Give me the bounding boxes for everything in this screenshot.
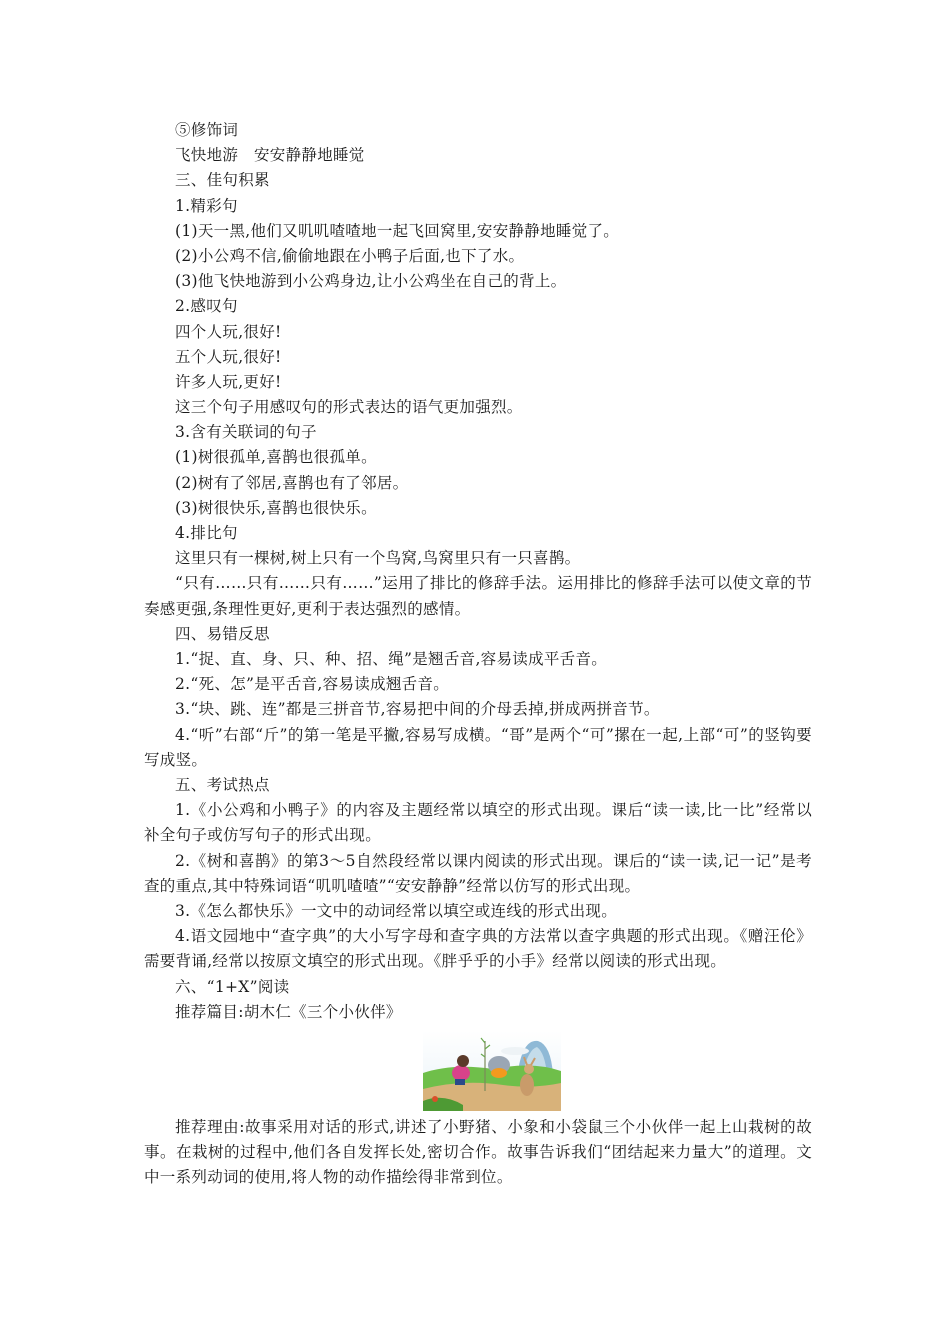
recommended-title: 推荐篇目:胡木仁《三个小伙伴》: [175, 1002, 402, 1021]
sub3-item: (1)树很孤单,喜鹊也很孤单。: [175, 448, 377, 467]
sub1-item: (3)他飞快地游到小公鸡身边,让小公鸡坐在自己的背上。: [175, 272, 567, 291]
section5-title: 五、考试热点: [175, 775, 270, 794]
section4-item: 3.“块、跳、连”都是三拼音节,容易把中间的介母丢掉,拼成两拼音节。: [175, 700, 660, 719]
illustration-container: [144, 1025, 812, 1115]
section5-item: 2.《树和喜鹊》的第3～5自然段经常以课内阅读的形式出现。课后的“读一读,记一记”是考查的重点,其中特殊词语“叽叽喳喳”“安安静静”经常以仿写的形式出现。: [144, 851, 812, 895]
modifiers-heading: ⑤修饰词: [175, 121, 239, 139]
section5-item: 1.《小公鸡和小鸭子》的内容及主题经常以填空的形式出现。课后“读一读,比一比”经常以补全句子或仿写句子的形式出现。: [144, 801, 812, 845]
sub4-note: “只有……只有……只有……”运用了排比的修辞手法。运用排比的修辞手法可以使文章的节奏感更强,条理性更好,更利于表达强烈的感情。: [144, 574, 812, 618]
section3-title: 三、佳句积累: [175, 171, 270, 190]
sub1-item: (2)小公鸡不信,偷偷地跟在小鸭子后面,也下了水。: [175, 246, 525, 265]
section4-item: 2.“死、怎”是平舌音,容易读成翘舌音。: [175, 675, 450, 694]
sub2-item: 许多人玩,更好!: [175, 372, 282, 391]
section4-title: 四、易错反思: [175, 624, 270, 643]
sub2-item: 四个人玩,很好!: [175, 322, 282, 341]
sub4-title: 4.排比句: [175, 524, 238, 542]
three-friends-illustration-icon: [423, 1031, 561, 1111]
sub1-title: 1.精彩句: [175, 196, 238, 215]
sub2-item: 五个人玩,很好!: [175, 347, 282, 366]
sub3-item: (2)树有了邻居,喜鹊也有了邻居。: [175, 473, 409, 492]
section5-item: 4.语文园地中“查字典”的大小写字母和查字典的方法常以查字典题的形式出现。《赠汪伦》需要背诵,经常以按原文填空的形式出现。《胖乎乎的小手》经常以阅读的形式出现。: [144, 927, 812, 971]
sub4-example: 这里只有一棵树,树上只有一个鸟窝,鸟窝里只有一只喜鹊。: [175, 549, 581, 568]
sub2-title: 2.感叹句: [175, 297, 238, 316]
section5-item: 3.《怎么都快乐》一文中的动词经常以填空或连线的形式出现。: [175, 901, 617, 920]
sub1-item: (1)天一黑,他们又叽叽喳喳地一起飞回窝里,安安静静地睡觉了。: [175, 221, 620, 240]
sub2-note: 这三个句子用感叹句的形式表达的语气更加强烈。: [175, 398, 523, 417]
sub3-item: (3)树很快乐,喜鹊也很快乐。: [175, 498, 377, 517]
section4-item: 4.“听”右部“斤”的第一笔是平撇,容易写成横。“哥”是两个“可”摞在一起,上部“可”的竖钩要写成竖。: [144, 725, 812, 769]
sub3-title: 3.含有关联词的句子: [175, 423, 317, 442]
document-page: [144, 118, 812, 1191]
modifiers-examples: 飞快地游 安安静静地睡觉: [175, 146, 365, 165]
section4-item: 1.“捉、直、身、只、种、招、绳”是翘舌音,容易读成平舌音。: [175, 649, 608, 668]
section6-title: 六、“1+X”阅读: [175, 977, 290, 996]
recommend-reason: 推荐理由:故事采用对话的形式,讲述了小野猪、小象和小袋鼠三个小伙伴一起上山栽树的故事。在栽树的过程中,他们各自发挥长处,密切合作。故事告诉我们“团结起来力量大”的道理。文中一系列动词的使用,将人物的动作描绘得非常到位。: [144, 1117, 812, 1187]
